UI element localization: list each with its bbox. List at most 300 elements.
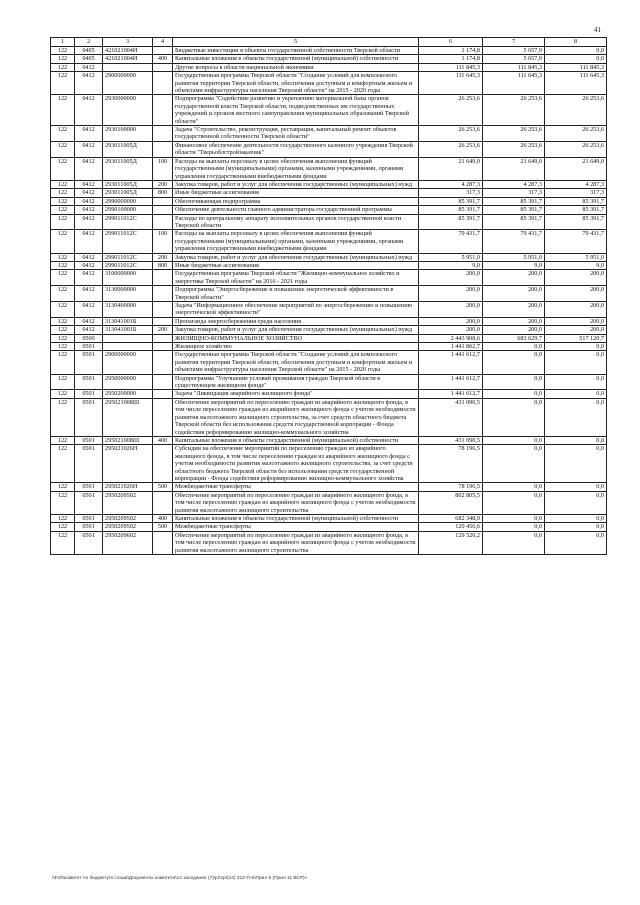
expense-type-cell — [153, 317, 173, 325]
amount-year2-cell: 9,0 — [483, 261, 545, 269]
description-cell: Финансовое обеспечение деятельности государственного казенного учреждения Тверской области "Тверьоблстройзаказчик" — [173, 141, 419, 157]
amount-year1-cell: 431 090,5 — [419, 436, 483, 444]
amount-year2-cell: 200,0 — [483, 302, 545, 318]
table-row — [51, 317, 607, 325]
admin-code-cell: 122 — [51, 47, 75, 55]
admin-code-cell: 122 — [51, 436, 75, 444]
target-article-cell: 295021026Н — [103, 445, 153, 483]
table-row — [51, 390, 607, 398]
amount-year1-cell: 1 441 862,7 — [419, 343, 483, 351]
table-row — [51, 126, 607, 142]
amount-year2-cell: 5 657,9 — [483, 47, 545, 55]
admin-code-cell: 122 — [51, 334, 75, 342]
admin-code-cell: 122 — [51, 523, 75, 531]
column-header: 8 — [545, 38, 607, 47]
section-code-cell: 0412 — [75, 126, 103, 142]
amount-year3-cell: 0,0 — [545, 398, 607, 436]
amount-year1-cell: 21 649,0 — [419, 157, 483, 180]
admin-code-cell: 122 — [51, 261, 75, 269]
description-cell: Подпрограмма "Содействие развитию и укреплению материальной базы органов государственной власти Тверской области, подведомственных им государственных учреждений и органов местного самоуправления муниципальных образований Тверской области" — [173, 95, 419, 126]
amount-year3-cell: 26 253,6 — [545, 141, 607, 157]
expense-type-cell — [153, 398, 173, 436]
description-cell: Межбюджетные трансферты — [173, 483, 419, 491]
amount-year3-cell: 26 253,6 — [545, 126, 607, 142]
description-cell: ЖИЛИЩНО-КОММУНАЛЬНОЕ ХОЗЯЙСТВО — [173, 334, 419, 342]
expense-type-cell: 500 — [153, 523, 173, 531]
description-cell: Обеспечение мероприятий по переселению граждан из аварийного жилищного фонда, в том числе переселению граждан из аварийного жилищного фонда с учетом необходимости развития малоэтажного жилищного строительства — [173, 531, 419, 554]
table-row — [51, 230, 607, 253]
admin-code-cell: 122 — [51, 390, 75, 398]
table-row — [51, 351, 607, 374]
amount-year3-cell: 5 951,0 — [545, 253, 607, 261]
table-row — [51, 531, 607, 554]
admin-code-cell: 122 — [51, 214, 75, 230]
section-code-cell: 0412 — [75, 302, 103, 318]
target-article-cell: 299011012С — [103, 261, 153, 269]
admin-code-cell: 122 — [51, 72, 75, 95]
admin-code-cell: 122 — [51, 180, 75, 188]
target-article-cell: 2990000000 — [103, 197, 153, 205]
amount-year3-cell: 0,0 — [545, 514, 607, 522]
amount-year3-cell: 26 253,6 — [545, 95, 607, 126]
table-row — [51, 514, 607, 522]
expense-type-cell: 400 — [153, 436, 173, 444]
target-article-cell: 2950209502 — [103, 491, 153, 514]
amount-year1-cell: 200,0 — [419, 302, 483, 318]
section-code-cell: 0501 — [75, 523, 103, 531]
amount-year2-cell: 4 287,3 — [483, 180, 545, 188]
description-cell: Бюджетные инвестиции в объекты государственной собственности Тверской области — [173, 47, 419, 55]
amount-year1-cell: 200,0 — [419, 286, 483, 302]
admin-code-cell: 122 — [51, 514, 75, 522]
expense-type-cell: 800 — [153, 189, 173, 197]
section-code-cell: 0412 — [75, 326, 103, 334]
table-row — [51, 326, 607, 334]
description-cell: Жилищное хозяйство — [173, 343, 419, 351]
expense-type-cell — [153, 531, 173, 554]
target-article-cell: 313041001Б — [103, 317, 153, 325]
table-row — [51, 197, 607, 205]
amount-year1-cell: 1 174,8 — [419, 55, 483, 63]
section-code-cell: 0501 — [75, 436, 103, 444]
amount-year2-cell: 317,3 — [483, 189, 545, 197]
section-code-cell: 0412 — [75, 286, 103, 302]
table-row — [51, 206, 607, 214]
description-cell: Иные бюджетные ассигнования — [173, 189, 419, 197]
amount-year3-cell: 0,0 — [545, 491, 607, 514]
description-cell: Государственная программа Тверской области "Создание условий для комплексного развития территории Тверской области, обеспечения доступным и комфортным жильем и объектами инфраструктуры населения Тверской области" на 2015 - 2020 годы — [173, 72, 419, 95]
amount-year2-cell: 0,0 — [483, 351, 545, 374]
amount-year2-cell: 200,0 — [483, 270, 545, 286]
page-number: 41 — [594, 26, 601, 34]
expense-type-cell: 800 — [153, 261, 173, 269]
expense-type-cell — [153, 214, 173, 230]
admin-code-cell: 122 — [51, 286, 75, 302]
section-code-cell: 0501 — [75, 445, 103, 483]
section-code-cell: 0412 — [75, 72, 103, 95]
amount-year2-cell: 200,0 — [483, 317, 545, 325]
amount-year3-cell: 85 391,7 — [545, 206, 607, 214]
section-code-cell: 0412 — [75, 141, 103, 157]
target-article-cell — [103, 63, 153, 71]
section-code-cell: 0412 — [75, 63, 103, 71]
target-article-cell: 2930100000 — [103, 126, 153, 142]
target-article-cell: 313041001Б — [103, 326, 153, 334]
column-header: 7 — [483, 38, 545, 47]
table-row — [51, 491, 607, 514]
amount-year2-cell: 26 253,6 — [483, 126, 545, 142]
table-row — [51, 180, 607, 188]
description-cell: Другие вопросы в области национальной экономики — [173, 63, 419, 71]
section-code-cell: 0501 — [75, 351, 103, 374]
section-code-cell: 0412 — [75, 270, 103, 286]
description-cell: Капитальные вложения в объекты государственной (муниципальной) собственности — [173, 436, 419, 444]
amount-year1-cell: 78 196,5 — [419, 445, 483, 483]
amount-year1-cell: 200,0 — [419, 270, 483, 286]
expense-type-cell — [153, 390, 173, 398]
table-row — [51, 286, 607, 302]
amount-year1-cell: 26 253,6 — [419, 141, 483, 157]
admin-code-cell: 122 — [51, 491, 75, 514]
description-cell: Обеспечение мероприятий по переселению граждан из аварийного жилищного фонда, в том числе переселению граждан из аварийного жилищного фонда с учетом необходимости развития малоэтажного жилищного строительства — [173, 491, 419, 514]
target-article-cell: 299011012С — [103, 230, 153, 253]
description-cell: Обеспечивающая подпрограмма — [173, 197, 419, 205]
amount-year1-cell: 5 951,0 — [419, 253, 483, 261]
table-row — [51, 436, 607, 444]
description-cell: Пропаганда энергосбережения среди населения — [173, 317, 419, 325]
column-header: 3 — [103, 38, 153, 47]
target-article-cell: 2950000000 — [103, 374, 153, 390]
section-code-cell: 0412 — [75, 197, 103, 205]
amount-year2-cell: 111 845,3 — [483, 63, 545, 71]
description-cell: Задача "Информационное обеспечение мероприятий по энергосбережению и повышению энергетической эффективности" — [173, 302, 419, 318]
admin-code-cell: 122 — [51, 445, 75, 483]
table-row — [51, 189, 607, 197]
expense-type-cell — [153, 63, 173, 71]
expense-type-cell: 400 — [153, 514, 173, 522]
amount-year1-cell: 111 845,3 — [419, 63, 483, 71]
budget-table — [50, 37, 607, 555]
expense-type-cell — [153, 334, 173, 342]
description-cell: Обеспечение деятельности главного администратора государственной программы — [173, 206, 419, 214]
amount-year1-cell: 26 253,6 — [419, 126, 483, 142]
expense-type-cell — [153, 47, 173, 55]
amount-year3-cell: 21 649,0 — [545, 157, 607, 180]
amount-year2-cell: 0,0 — [483, 436, 545, 444]
expense-type-cell — [153, 95, 173, 126]
admin-code-cell: 122 — [51, 531, 75, 554]
target-article-cell: 2950209602 — [103, 531, 153, 554]
amount-year2-cell: 79 431,7 — [483, 230, 545, 253]
table-body — [51, 47, 607, 555]
section-code-cell: 0412 — [75, 180, 103, 188]
target-article-cell: 293011005Д — [103, 180, 153, 188]
description-cell: Задача "Ликвидация аварийного жилищного фонда" — [173, 390, 419, 398]
target-article-cell: 421021004И — [103, 47, 153, 55]
expense-type-cell: 100 — [153, 157, 173, 180]
expense-type-cell: 500 — [153, 483, 173, 491]
column-number-row — [51, 38, 607, 47]
amount-year2-cell: 0,0 — [483, 374, 545, 390]
amount-year1-cell: 26 253,6 — [419, 95, 483, 126]
column-header: 1 — [51, 38, 75, 47]
section-code-cell: 0501 — [75, 398, 103, 436]
admin-code-cell: 122 — [51, 206, 75, 214]
expense-type-cell — [153, 302, 173, 318]
section-code-cell: 0501 — [75, 374, 103, 390]
amount-year1-cell: 2 443 908,6 — [419, 334, 483, 342]
amount-year1-cell: 431 090,5 — [419, 398, 483, 436]
expense-type-cell — [153, 445, 173, 483]
expense-type-cell — [153, 141, 173, 157]
admin-code-cell: 122 — [51, 317, 75, 325]
target-article-cell: 295021008Ш — [103, 436, 153, 444]
section-code-cell: 0412 — [75, 261, 103, 269]
amount-year2-cell: 26 253,6 — [483, 95, 545, 126]
amount-year1-cell: 85 391,7 — [419, 214, 483, 230]
table-row — [51, 374, 607, 390]
expense-type-cell — [153, 491, 173, 514]
admin-code-cell: 122 — [51, 95, 75, 126]
column-header: 2 — [75, 38, 103, 47]
description-cell: Расходы на выплаты персоналу в целях обеспечения выполнения функций государственными (муниципальными) органами, казенными учреждениями, органами управления государственными внебюджетными фондами — [173, 157, 419, 180]
description-cell: Субсидии на обеспечение мероприятий по переселению граждан из аварийного жилищного фонда, в том числе переселению граждан из аварийного жилищного фонда с учетом необходимости развития малоэтажного жилищного строительства, за счет средств областного бюджета Тверской области без использования средств государственной корпорации - Фонда содействия реформированию жилищно-коммунального хозяйства — [173, 445, 419, 483]
section-code-cell: 0501 — [75, 483, 103, 491]
amount-year3-cell: 9,0 — [545, 261, 607, 269]
target-article-cell: 2900000000 — [103, 72, 153, 95]
table-row — [51, 523, 607, 531]
amount-year3-cell: 4 287,3 — [545, 180, 607, 188]
admin-code-cell: 122 — [51, 253, 75, 261]
amount-year3-cell: 0,0 — [545, 343, 607, 351]
expense-type-cell — [153, 270, 173, 286]
amount-year3-cell: 79 431,7 — [545, 230, 607, 253]
amount-year2-cell: 0,0 — [483, 491, 545, 514]
description-cell: Расходы на выплаты персоналу в целях обеспечения выполнения функций государственными (муниципальными) органами, казенными учреждениями, органами управления государственными внебюджетными фондами — [173, 230, 419, 253]
section-code-cell: 0412 — [75, 157, 103, 180]
target-article-cell: 295021008Ш — [103, 398, 153, 436]
amount-year2-cell: 200,0 — [483, 286, 545, 302]
amount-year3-cell: 85 391,7 — [545, 197, 607, 205]
amount-year3-cell: 0,0 — [545, 436, 607, 444]
amount-year3-cell: 200,0 — [545, 286, 607, 302]
amount-year3-cell: 0,0 — [545, 523, 607, 531]
table-row — [51, 261, 607, 269]
expense-type-cell — [153, 72, 173, 95]
admin-code-cell: 122 — [51, 230, 75, 253]
target-article-cell: 293011005Д — [103, 189, 153, 197]
admin-code-cell: 122 — [51, 326, 75, 334]
column-header: 5 — [173, 38, 419, 47]
target-article-cell — [103, 343, 153, 351]
amount-year1-cell: 200,0 — [419, 326, 483, 334]
expense-type-cell — [153, 286, 173, 302]
section-code-cell: 0501 — [75, 491, 103, 514]
admin-code-cell: 122 — [51, 398, 75, 436]
target-article-cell: 299011012С — [103, 253, 153, 261]
target-article-cell: 293011005Д — [103, 141, 153, 157]
amount-year3-cell: 0,0 — [545, 55, 607, 63]
target-article-cell: 293011005Д — [103, 157, 153, 180]
table-row — [51, 270, 607, 286]
description-cell: Государственная программа Тверской области "Создание условий для комплексного развития территории Тверской области, обеспечения доступным и комфортным жильем и объектами инфраструктуры населения Тверской области" на 2015 - 2020 годы — [173, 351, 419, 374]
description-cell: Капитальные вложения в объекты государственной (муниципальной) собственности — [173, 514, 419, 522]
amount-year1-cell: 200,0 — [419, 317, 483, 325]
amount-year1-cell: 85 391,7 — [419, 197, 483, 205]
amount-year2-cell: 0,0 — [483, 343, 545, 351]
section-code-cell: 0405 — [75, 47, 103, 55]
description-cell: Задача "Строительство, реконструкция, реставрация, капитальный ремонт объектов государственной собственности Тверской области" — [173, 126, 419, 142]
section-code-cell: 0412 — [75, 214, 103, 230]
expense-type-cell: 200 — [153, 253, 173, 261]
amount-year2-cell: 0,0 — [483, 514, 545, 522]
amount-year3-cell: 517 120,7 — [545, 334, 607, 342]
amount-year2-cell: 0,0 — [483, 523, 545, 531]
column-header: 4 — [153, 38, 173, 47]
table-row — [51, 72, 607, 95]
amount-year1-cell: 129 520,2 — [419, 531, 483, 554]
section-code-cell: 0405 — [75, 55, 103, 63]
amount-year1-cell: 9,0 — [419, 261, 483, 269]
description-cell: Закупка товаров, работ и услуг для обеспечения государственных (муниципальных) нужд — [173, 253, 419, 261]
description-cell: Закупка товаров, работ и услуг для обеспечения государственных (муниципальных) нужд — [173, 180, 419, 188]
amount-year3-cell: 0,0 — [545, 483, 607, 491]
description-cell: Межбюджетные трансферты — [173, 523, 419, 531]
amount-year1-cell: 1 441 612,7 — [419, 374, 483, 390]
amount-year2-cell: 0,0 — [483, 531, 545, 554]
section-code-cell: 0412 — [75, 189, 103, 197]
table-row — [51, 398, 607, 436]
target-article-cell: 295021026Н — [103, 483, 153, 491]
expense-type-cell: 200 — [153, 326, 173, 334]
section-code-cell: 0412 — [75, 253, 103, 261]
admin-code-cell: 122 — [51, 157, 75, 180]
target-article-cell: 2950200000 — [103, 390, 153, 398]
admin-code-cell: 122 — [51, 55, 75, 63]
target-article-cell: 299011012С — [103, 214, 153, 230]
admin-code-cell: 122 — [51, 343, 75, 351]
admin-code-cell: 122 — [51, 126, 75, 142]
amount-year3-cell: 111 645,3 — [545, 72, 607, 95]
file-path-footer: \\Fs0\комитет по бюджету\4 созыв\Документы комитета\14 заседание (7)\pr\zp\(14) 312-П-6\Прил 5 (Прил 11 ВСР)» — [52, 876, 308, 881]
amount-year3-cell: 317,3 — [545, 189, 607, 197]
amount-year2-cell: 85 391,7 — [483, 214, 545, 230]
admin-code-cell: 122 — [51, 270, 75, 286]
amount-year2-cell: 85 391,7 — [483, 206, 545, 214]
amount-year3-cell: 0,0 — [545, 445, 607, 483]
description-cell: Обеспечение мероприятий по переселению граждан из аварийного жилищного фонда, в том числе переселению граждан из аварийного жилищного фонда с учетом необходимости развития малоэтажного жилищного строительства, за счет средств областного бюджета Тверской области без использования средств государственной корпорации - Фонда содействия реформированию жилищно-коммунального хозяйства — [173, 398, 419, 436]
amount-year3-cell: 200,0 — [545, 326, 607, 334]
expense-type-cell — [153, 197, 173, 205]
description-cell: Капитальные вложения в объекты государственной (муниципальной) собственности — [173, 55, 419, 63]
table-row — [51, 302, 607, 318]
description-cell: Подпрограмма "Энергосбережение и повышение энергетической эффективности в Тверской области" — [173, 286, 419, 302]
section-code-cell: 0412 — [75, 230, 103, 253]
description-cell: Государственная программа Тверской области "Жилищно-коммунальное хозяйство и энергетика Тверской области" на 2016 - 2021 годы — [173, 270, 419, 286]
target-article-cell: 2930000000 — [103, 95, 153, 126]
amount-year3-cell: 0,0 — [545, 390, 607, 398]
admin-code-cell: 122 — [51, 351, 75, 374]
section-code-cell: 0501 — [75, 514, 103, 522]
amount-year1-cell: 1 174,8 — [419, 47, 483, 55]
amount-year1-cell: 317,3 — [419, 189, 483, 197]
section-code-cell: 0501 — [75, 531, 103, 554]
target-article-cell: 3100000000 — [103, 270, 153, 286]
amount-year1-cell: 78 196,5 — [419, 483, 483, 491]
expense-type-cell — [153, 206, 173, 214]
admin-code-cell: 122 — [51, 189, 75, 197]
amount-year3-cell: 111 845,3 — [545, 63, 607, 71]
expense-type-cell — [153, 374, 173, 390]
amount-year1-cell: 1 441 612,7 — [419, 390, 483, 398]
target-article-cell: 3130400000 — [103, 302, 153, 318]
target-article-cell: 2990100000 — [103, 206, 153, 214]
amount-year1-cell: 120 456,6 — [419, 523, 483, 531]
table-row — [51, 157, 607, 180]
section-code-cell: 0501 — [75, 390, 103, 398]
amount-year2-cell: 5 657,9 — [483, 55, 545, 63]
amount-year2-cell: 200,0 — [483, 326, 545, 334]
amount-year3-cell: 0,0 — [545, 531, 607, 554]
expense-type-cell — [153, 343, 173, 351]
amount-year3-cell: 0,0 — [545, 351, 607, 374]
expense-type-cell: 400 — [153, 55, 173, 63]
table-row — [51, 141, 607, 157]
section-code-cell: 0412 — [75, 317, 103, 325]
admin-code-cell: 122 — [51, 63, 75, 71]
table-row — [51, 334, 607, 342]
section-code-cell: 0500 — [75, 334, 103, 342]
table-row — [51, 343, 607, 351]
admin-code-cell: 122 — [51, 302, 75, 318]
table-row — [51, 253, 607, 261]
amount-year2-cell: 0,0 — [483, 445, 545, 483]
table-row — [51, 95, 607, 126]
target-article-cell: 421021004И — [103, 55, 153, 63]
amount-year3-cell: 85 391,7 — [545, 214, 607, 230]
amount-year3-cell: 200,0 — [545, 302, 607, 318]
table-row — [51, 214, 607, 230]
amount-year1-cell: 79 431,7 — [419, 230, 483, 253]
target-article-cell — [103, 334, 153, 342]
amount-year3-cell: 200,0 — [545, 270, 607, 286]
amount-year1-cell: 4 287,3 — [419, 180, 483, 188]
description-cell: Иные бюджетные ассигнования — [173, 261, 419, 269]
expense-type-cell: 100 — [153, 230, 173, 253]
target-article-cell: 3130000000 — [103, 286, 153, 302]
amount-year3-cell: 0,0 — [545, 374, 607, 390]
section-code-cell: 0501 — [75, 343, 103, 351]
admin-code-cell: 122 — [51, 197, 75, 205]
amount-year2-cell: 5 951,0 — [483, 253, 545, 261]
table-row — [51, 47, 607, 55]
admin-code-cell: 122 — [51, 374, 75, 390]
amount-year2-cell: 683 629,7 — [483, 334, 545, 342]
target-article-cell: 2950209502 — [103, 523, 153, 531]
column-header: 6 — [419, 38, 483, 47]
expense-type-cell — [153, 351, 173, 374]
section-code-cell: 0412 — [75, 206, 103, 214]
amount-year1-cell: 85 391,7 — [419, 206, 483, 214]
expense-type-cell: 200 — [153, 180, 173, 188]
table-row — [51, 63, 607, 71]
amount-year3-cell: 200,0 — [545, 317, 607, 325]
amount-year1-cell: 802 805,5 — [419, 491, 483, 514]
amount-year3-cell: 0,0 — [545, 47, 607, 55]
amount-year2-cell: 0,0 — [483, 398, 545, 436]
amount-year2-cell: 0,0 — [483, 483, 545, 491]
description-cell: Подпрограмма "Улучшение условий проживания граждан Тверской области в существующем жилищном фонде" — [173, 374, 419, 390]
